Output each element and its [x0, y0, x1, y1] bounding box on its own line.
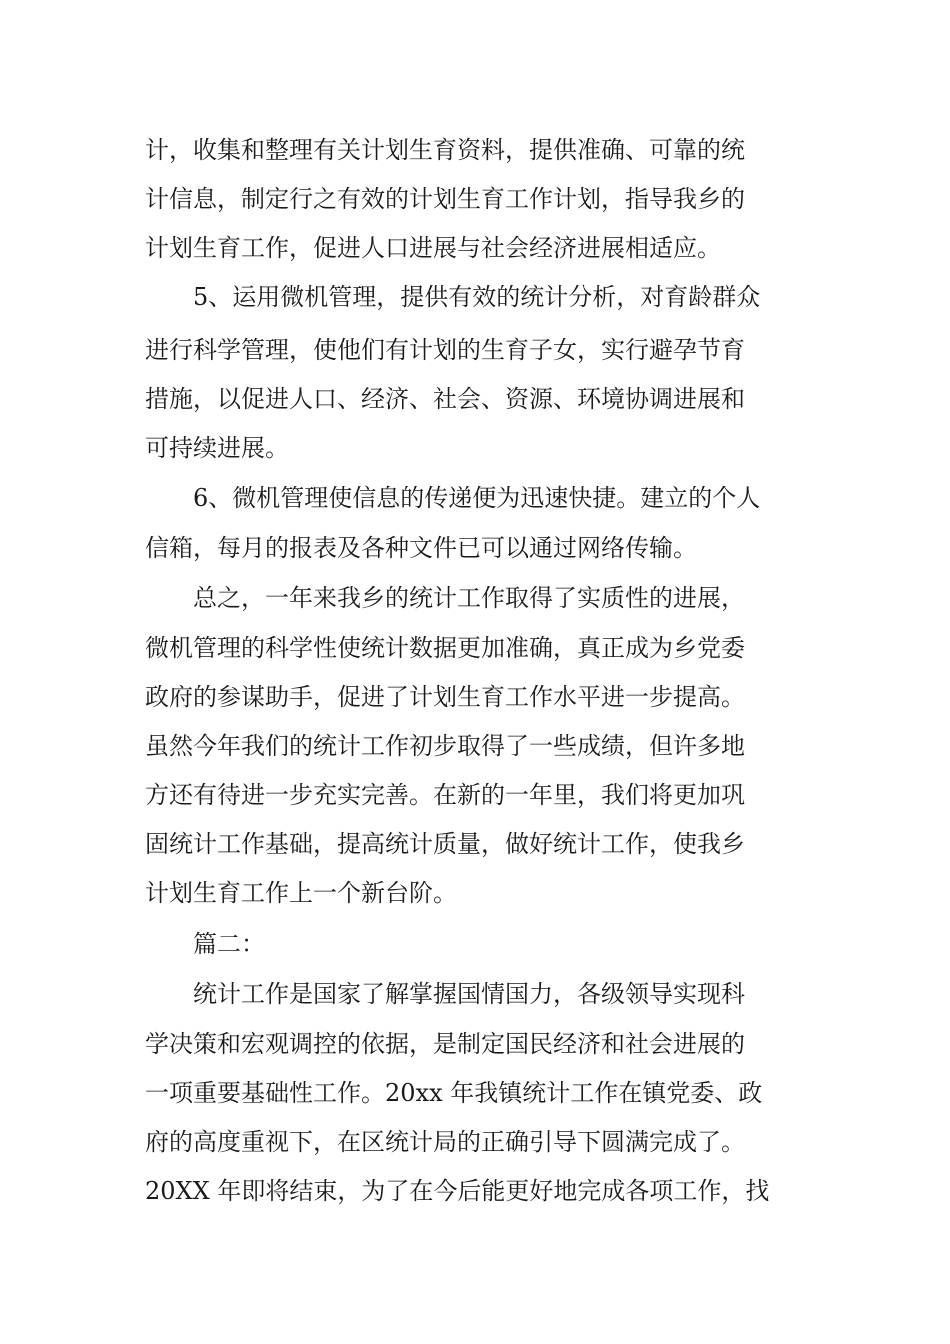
section-heading: 篇二： [193, 930, 265, 958]
paragraph-start-line: 统计工作是国家了解掌握国情国力，各级领导实现科 [193, 980, 745, 1008]
text-line: 府的高度重视下，在区统计局的正确引导下圆满完成了。 [145, 1128, 745, 1156]
text-line: 进行科学管理，使他们有计划的生育子女，实行避孕节育 [145, 336, 745, 364]
text-line: 可持续进展。 [145, 434, 289, 462]
text-line: 一项重要基础性工作。20xx 年我镇统计工作在镇党委、政 [145, 1079, 763, 1107]
text-line: 固统计工作基础，提高统计质量，做好统计工作，使我乡 [145, 830, 745, 858]
text-line: 计划生育工作，促进人口进展与社会经济进展相适应。 [145, 234, 721, 262]
text-line: 微机管理的科学性使统计数据更加准确，真正成为乡党委 [145, 634, 745, 662]
text-line: 计信息，制定行之有效的计划生育工作计划，指导我乡的 [145, 185, 745, 213]
text-line: 信箱，每月的报表及各种文件已可以通过网络传输。 [145, 534, 697, 562]
text-line: 措施，以促进人口、经济、社会、资源、环境协调进展和 [145, 385, 745, 413]
text-line: 计，收集和整理有关计划生育资料，提供准确、可靠的统 [145, 136, 745, 164]
text-line: 学决策和宏观调控的依据，是制定国民经济和社会进展的 [145, 1030, 745, 1058]
paragraph-start-line: 6、微机管理使信息的传递便为迅速快捷。建立的个人 [193, 484, 761, 512]
text-line: 方还有待进一步充实完善。在新的一年里，我们将更加巩 [145, 781, 745, 809]
text-line: 计划生育工作上一个新台阶。 [145, 879, 457, 907]
text-line: 虽然今年我们的统计工作初步取得了一些成绩，但许多地 [145, 732, 745, 760]
paragraph-start-line: 5、运用微机管理，提供有效的统计分析，对育龄群众 [193, 283, 761, 311]
text-line: 政府的参谋助手，促进了计划生育工作水平进一步提高。 [145, 683, 745, 711]
text-line: 20XX 年即将结束，为了在今后能更好地完成各项工作，找 [145, 1177, 770, 1205]
paragraph-start-line: 总之，一年来我乡的统计工作取得了实质性的进展， [193, 584, 745, 612]
